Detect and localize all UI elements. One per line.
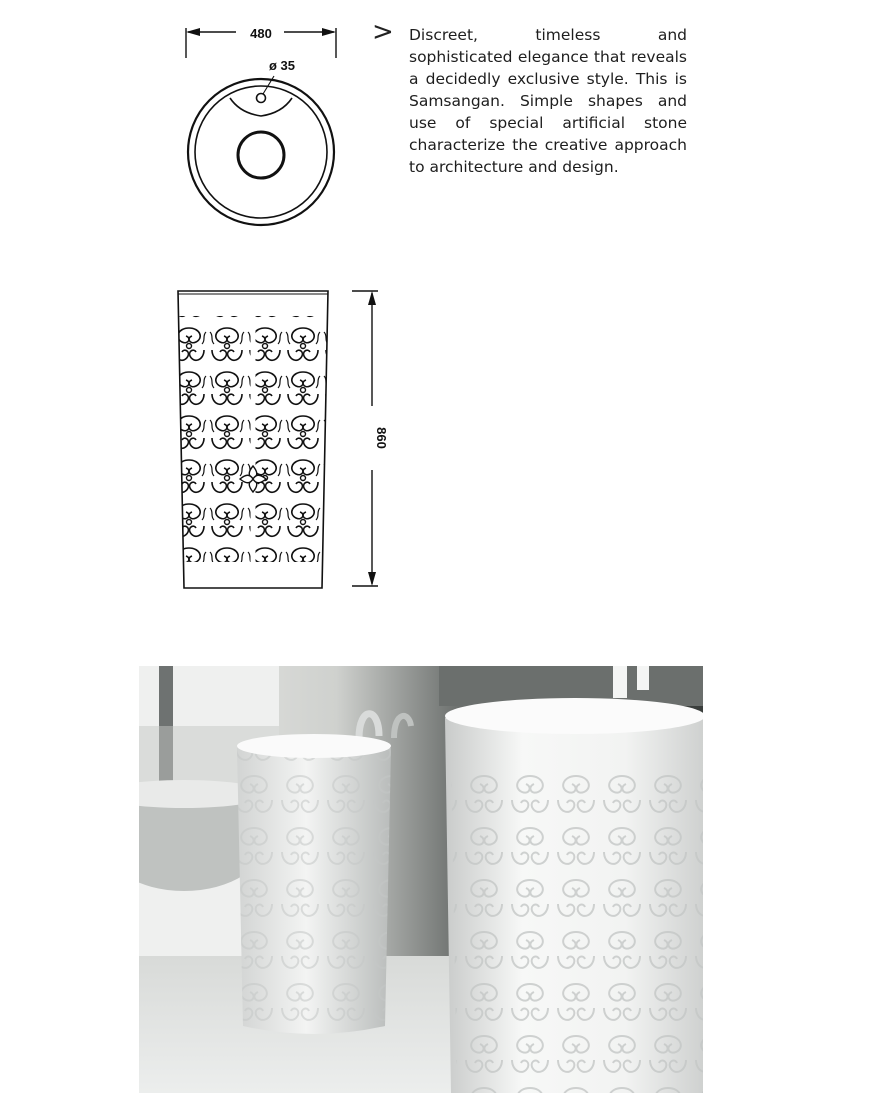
- tap-deck-outline: [230, 98, 292, 116]
- basin-inner-rim: [195, 86, 327, 218]
- height-dimension-label: 860: [374, 427, 389, 449]
- height-arrow-bottom: [368, 572, 376, 586]
- dimension-arrow-left: [186, 28, 200, 36]
- product-photo: [139, 666, 703, 1093]
- basin-side-view-drawing: [170, 280, 390, 590]
- width-dimension-label: 480: [250, 26, 272, 41]
- bullet-arrow-icon: >: [372, 17, 394, 47]
- dimension-arrow-right: [322, 28, 336, 36]
- height-arrow-top: [368, 291, 376, 305]
- hole-diameter-label: ø 35: [268, 58, 296, 73]
- drain-circle: [238, 132, 284, 178]
- basin-plan-view-drawing: [170, 18, 350, 228]
- basin-outer-rim: [188, 79, 334, 225]
- product-description: Discreet, timeless and sophisticated elegance that reveals a decidedly exclusive style. This is Samsangan. Simple shapes and use of special artificial stone characterize the creative approach to architecture and design.: [409, 26, 687, 176]
- tap-hole: [257, 94, 266, 103]
